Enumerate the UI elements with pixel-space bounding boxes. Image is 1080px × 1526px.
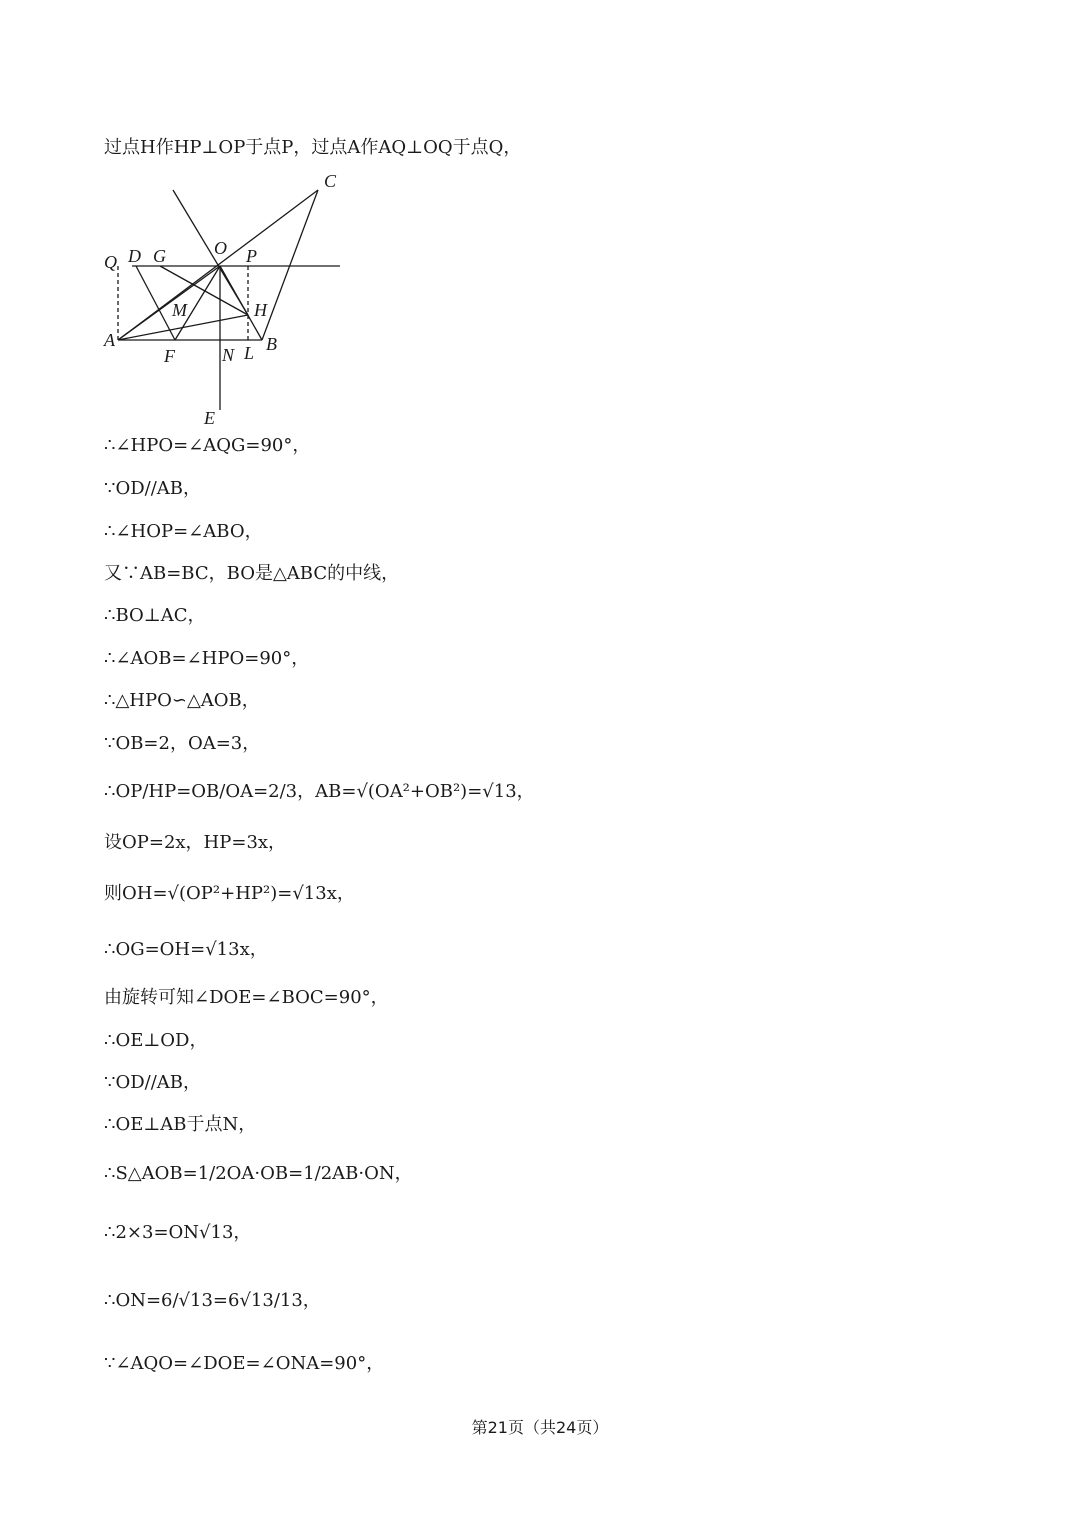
text-line-12 xyxy=(104,882,355,906)
text-line-16 xyxy=(104,1071,201,1095)
text-line-8 xyxy=(104,689,260,713)
line-14-text: 由旋转可知∠DOE=∠BOC=90°， xyxy=(104,987,389,1008)
text-line-15 xyxy=(104,1029,207,1053)
text-line-6 xyxy=(104,604,205,628)
text-line-2 xyxy=(104,434,310,458)
label-f: F xyxy=(164,346,175,366)
line-6-text: ∴BO⊥AC， xyxy=(104,605,206,626)
text-line-10 xyxy=(104,780,535,804)
label-g: G xyxy=(153,246,166,266)
line-1-text: 过点H作HP⊥OP于点P，过点A作AQ⊥OQ于点Q， xyxy=(104,137,522,158)
text-line-21 xyxy=(104,1352,384,1376)
geometry-figure xyxy=(100,170,350,430)
text-line-20 xyxy=(104,1289,321,1313)
line-7-text: ∴∠AOB=∠HPO=90°， xyxy=(104,648,310,669)
label-h: H xyxy=(254,300,267,320)
line-4-text: ∴∠HOP=∠ABO， xyxy=(104,521,263,542)
line-2-text: ∴∠HPO=∠AQG=90°， xyxy=(104,435,311,456)
line-11-text: 设OP=2x，HP=3x， xyxy=(104,832,287,853)
line-19-text: ∴2×3=ON√13， xyxy=(104,1222,252,1243)
line-5-text: 又∵AB=BC，BO是△ABC的中线， xyxy=(104,563,400,584)
text-line-14 xyxy=(104,986,389,1010)
line-16-text: ∵OD//AB， xyxy=(104,1072,201,1093)
line-3-text: ∵OD//AB， xyxy=(104,478,201,499)
line-13-text: ∴OG=OH=√13x， xyxy=(104,939,268,960)
text-line-5 xyxy=(104,562,399,586)
text-line-4 xyxy=(104,520,263,544)
label-m: M xyxy=(172,300,187,320)
label-b: B xyxy=(266,334,277,354)
text-line-17 xyxy=(104,1113,256,1137)
line-21-text: ∵∠AQO=∠DOE=∠ONA=90°， xyxy=(104,1353,385,1374)
label-p: P xyxy=(246,246,257,266)
text-line-13 xyxy=(104,938,268,962)
line-17-text: ∴OE⊥AB于点N， xyxy=(104,1114,257,1135)
line-cb xyxy=(262,190,318,340)
line-9-text: ∵OB=2，OA=3， xyxy=(104,733,261,754)
label-c: C xyxy=(324,171,337,191)
line-12-text: 则OH=√(OP²+HP²)=√13x， xyxy=(104,883,355,904)
text-line-19 xyxy=(104,1221,251,1245)
text-line-11 xyxy=(104,831,286,855)
label-q: Q xyxy=(104,252,117,272)
label-o: O xyxy=(214,238,227,258)
text-line-9 xyxy=(104,732,260,756)
line-15-text: ∴OE⊥OD， xyxy=(104,1030,208,1051)
line-18-text: ∴S△AOB=1/2OA·OB=1/2AB·ON， xyxy=(104,1163,413,1184)
text-line-7 xyxy=(104,647,309,671)
label-d: D xyxy=(128,246,141,266)
line-10-text: ∴OP/HP=OB/OA=2/3，AB=√(OA²+OB²)=√13， xyxy=(104,781,535,802)
text-line-3 xyxy=(104,477,201,501)
text-line-18 xyxy=(104,1162,413,1186)
page-footer: 第21页（共24页） xyxy=(471,1418,609,1437)
label-a: A xyxy=(104,330,115,350)
label-e: E xyxy=(204,408,215,428)
line-8-text: ∴△HPO∽△AOB， xyxy=(104,690,260,711)
text-line-1 xyxy=(104,136,521,160)
label-l: L xyxy=(244,343,255,363)
line-20-text: ∴ON=6/√13=6√13/13， xyxy=(104,1290,321,1311)
label-n: N xyxy=(222,345,235,365)
